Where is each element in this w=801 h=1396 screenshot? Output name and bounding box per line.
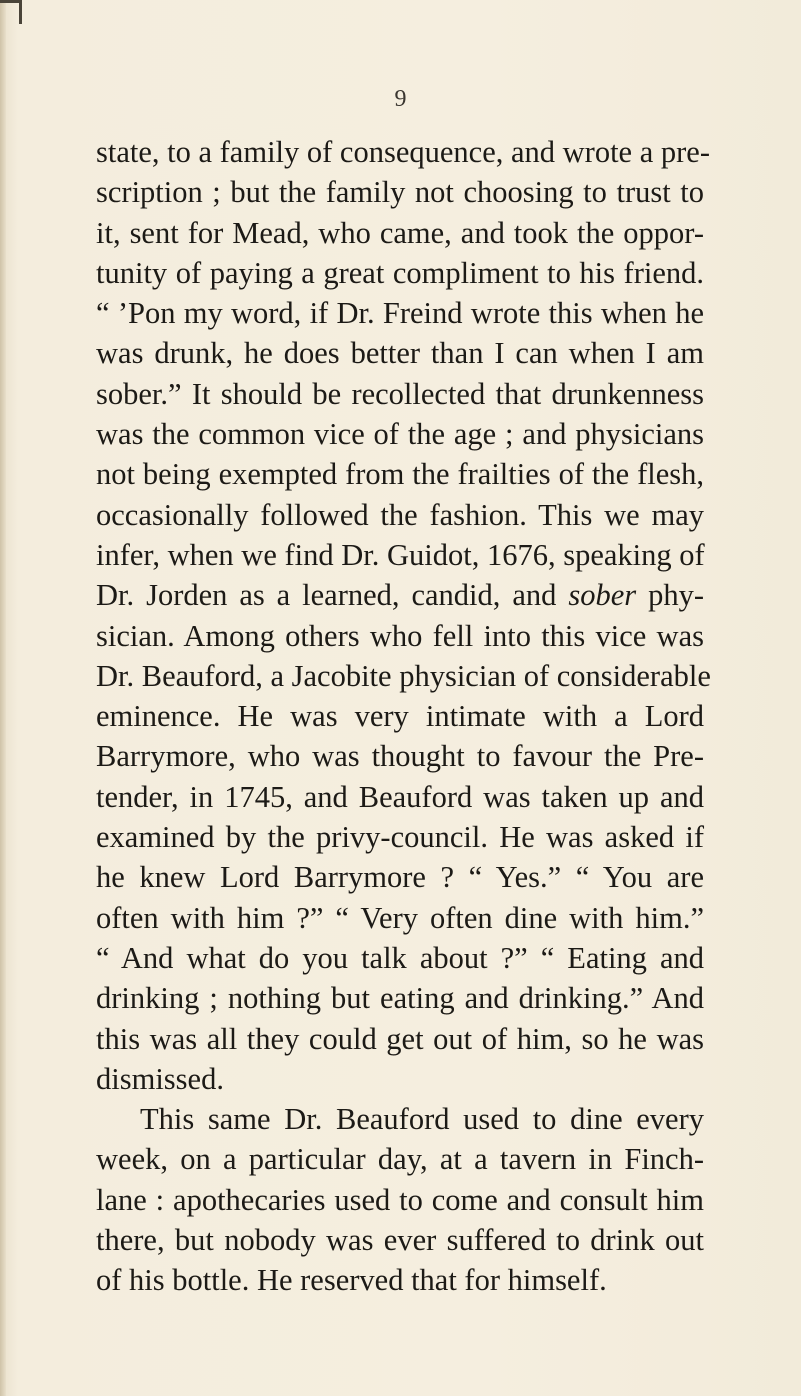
- text-line: [96, 575, 704, 615]
- text-line: examined by the privy-council. He was asked if: [96, 820, 704, 855]
- text-line: state, to a family of consequence, and wrote a pre-: [96, 135, 710, 169]
- text-line: eminence. He was very intimate with a Lord: [96, 699, 704, 734]
- text-line: scription ; but the family not choosing to trust to: [96, 175, 704, 210]
- text-line: dismissed.: [96, 1061, 224, 1096]
- text-line: lane : apothecaries used to come and consult him: [96, 1182, 704, 1217]
- italic-word: sober: [568, 578, 637, 613]
- text-line: often with him ?” “ Very often dine with him.”: [96, 900, 704, 935]
- text-line: sober.” It should be recollected that drunkenness: [96, 376, 704, 411]
- text-line: This same Dr. Beauford used to dine every: [140, 1102, 704, 1137]
- text-line: of his bottle. He reserved that for himself.: [96, 1263, 607, 1298]
- text-line: he knew Lord Barrymore ? “ Yes.” “ You are: [96, 860, 704, 895]
- text-segment: Dr. Jorden as a learned, candid, and: [96, 578, 569, 613]
- text-line: “ And what do you talk about ?” “ Eating and: [96, 940, 704, 975]
- text-line: was the common vice of the age ; and physicians: [96, 417, 704, 452]
- page-gutter: [0, 0, 6, 1396]
- text-line: week, on a particular day, at a tavern in Finch-: [96, 1142, 704, 1177]
- text-line: tender, in 1745, and Beauford was taken up and: [96, 779, 704, 814]
- text-line: sician. Among others who fell into this vice was: [96, 618, 704, 653]
- text-segment: phy-: [636, 578, 704, 613]
- text-line: “ ’Pon my word, if Dr. Freind wrote this when he: [96, 296, 704, 331]
- text-line: not being exempted from the frailties of the flesh,: [96, 457, 704, 492]
- text-line: this was all they could get out of him, so he was: [96, 1021, 704, 1056]
- text-line: infer, when we find Dr. Guidot, 1676, speaking of: [96, 537, 705, 572]
- body-text: [96, 132, 711, 1301]
- text-line: there, but nobody was ever suffered to drink out: [96, 1223, 704, 1258]
- text-line: tunity of paying a great compliment to his friend.: [96, 255, 704, 290]
- page-number: 9: [394, 86, 407, 112]
- text-line: Barrymore, who was thought to favour the Pre-: [96, 739, 704, 774]
- text-line: drinking ; nothing but eating and drinking.” And: [96, 981, 704, 1016]
- corner-mark: [0, 0, 22, 24]
- text-line: was drunk, he does better than I can when I am: [96, 336, 704, 371]
- text-line: it, sent for Mead, who came, and took the oppor-: [96, 215, 704, 250]
- text-line: Dr. Beauford, a Jacobite physician of considerable: [96, 658, 711, 693]
- text-line: occasionally followed the fashion. This we may: [96, 497, 704, 532]
